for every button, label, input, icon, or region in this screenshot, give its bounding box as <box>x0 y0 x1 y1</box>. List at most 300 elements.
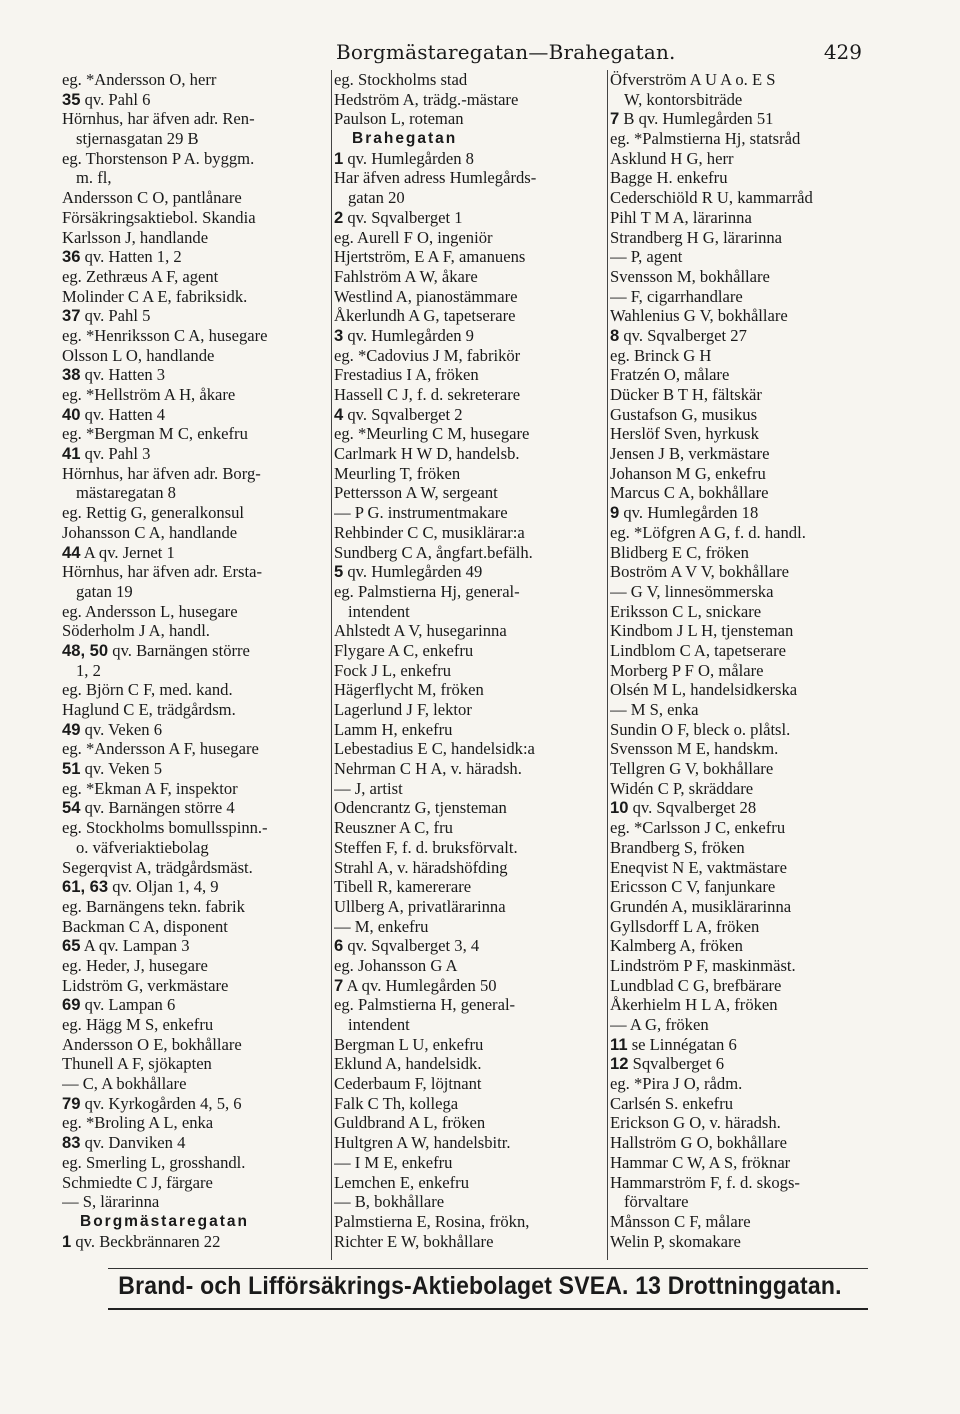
directory-entry <box>334 149 604 169</box>
entry-text: Ahlstedt A V, husegarinna <box>334 621 507 641</box>
directory-entry <box>62 168 328 188</box>
directory-entry <box>334 995 604 1015</box>
directory-entry <box>62 700 328 720</box>
entry-text: Hallström G O, bokhållare <box>610 1133 787 1153</box>
directory-entry <box>610 779 890 799</box>
directory-entry <box>334 1173 604 1193</box>
directory-entry <box>334 109 604 129</box>
entry-text: Asklund H G, herr <box>610 148 734 168</box>
entry-text: Pihl T M A, lärarinna <box>610 207 752 227</box>
entry-text: stjernasgatan 29 B <box>76 129 199 149</box>
entry-text: Ericsson C V, fanjunkare <box>610 877 776 897</box>
entry-text: Fahlström A W, åkare <box>334 266 478 286</box>
directory-entry <box>62 247 328 267</box>
entry-text: A qv. Humlegården 50 <box>343 975 497 995</box>
directory-entry <box>610 523 890 543</box>
entry-text: Sundin O F, bleck o. plåtsl. <box>610 719 791 739</box>
directory-entry <box>334 385 604 405</box>
directory-entry <box>334 838 604 858</box>
entry-text: Hammarström F, f. d. skogs- <box>610 1172 800 1192</box>
street-heading <box>62 1212 328 1232</box>
directory-entry <box>334 661 604 681</box>
directory-entry <box>334 543 604 563</box>
entry-text: qv. Hatten 3 <box>80 365 166 385</box>
house-number: 1 <box>334 148 344 168</box>
directory-entry <box>62 602 328 622</box>
entry-text: Wahlenius G V, bokhållare <box>610 306 788 326</box>
directory-entry <box>62 798 328 818</box>
entry-text: Cederschiöld R U, kammarråd <box>610 188 813 208</box>
directory-entry <box>62 838 328 858</box>
entry-text: Bagge H. enkefru <box>610 168 728 188</box>
running-head: Borgmästaregatan—Brahegatan. <box>336 40 676 64</box>
entry-text: gatan 19 <box>76 581 133 601</box>
entry-text: qv. Pahl 5 <box>80 306 151 326</box>
entry-text: eg. *Broling A L, enka <box>62 1113 214 1133</box>
directory-entry <box>610 1173 890 1193</box>
column-2 <box>334 70 604 1260</box>
directory-entry <box>610 424 890 444</box>
directory-entry <box>610 444 890 464</box>
entry-text: Lebestadius E C, handelsidk:a <box>334 739 535 759</box>
entry-text: Bergman L U, enkefru <box>334 1034 484 1054</box>
entry-text: eg. *Pira J O, rådm. <box>610 1074 743 1094</box>
entry-text: eg. Smerling L, grosshandl. <box>62 1152 246 1172</box>
directory-entry <box>610 464 890 484</box>
entry-text: Lundblad C G, brefbärare <box>610 975 782 995</box>
directory-entry <box>62 306 328 326</box>
house-number: 8 <box>610 325 620 345</box>
directory-entry <box>62 661 328 681</box>
directory-entry <box>62 523 328 543</box>
directory-entry <box>334 641 604 661</box>
entry-text: Fock J L, enkefru <box>334 660 452 680</box>
directory-entry <box>62 562 328 582</box>
directory-entry <box>334 858 604 878</box>
directory-entry <box>62 936 328 956</box>
directory-entry <box>610 641 890 661</box>
entry-text: Hultgren A W, handelsbitr. <box>334 1133 511 1153</box>
entry-text: eg. Stockholms bomullsspinn.- <box>62 818 268 838</box>
directory-entry <box>610 129 890 149</box>
directory-entry <box>62 1232 328 1252</box>
directory-entry <box>334 956 604 976</box>
entry-text: Fratzén O, målare <box>610 365 730 385</box>
entry-text: Lemchen E, enkefru <box>334 1172 469 1192</box>
entry-text: Pettersson A W, sergeant <box>334 483 498 503</box>
directory-entry <box>334 1015 604 1035</box>
directory-entry <box>62 365 328 385</box>
entry-text: Erickson G O, v. häradsh. <box>610 1113 781 1133</box>
entry-text: eg. Stockholms stad <box>334 70 468 89</box>
entry-text: Lindblom C A, tapetserare <box>610 640 787 660</box>
house-number: 10 <box>610 798 629 818</box>
house-number: 79 <box>62 1093 81 1113</box>
directory-entry <box>610 1133 890 1153</box>
footer-rule <box>108 1268 868 1269</box>
directory-entry <box>334 1212 604 1232</box>
entry-text: — S, lärarinna <box>62 1192 160 1212</box>
directory-entry <box>62 779 328 799</box>
entry-text: qv. Barnängen större <box>108 640 250 660</box>
directory-entry <box>62 1113 328 1133</box>
entry-text: Lindström P F, maskinmäst. <box>610 955 796 975</box>
entry-text: eg. *Palmstierna Hj, statsråd <box>610 129 801 149</box>
entry-text: qv. Danviken 4 <box>80 1133 186 1153</box>
house-number: 48, 50 <box>62 640 109 660</box>
entry-text: Johansson C A, handlande <box>62 522 238 542</box>
entry-text: förvaltare <box>624 1192 689 1212</box>
street-heading <box>334 129 604 149</box>
directory-entry <box>610 503 890 523</box>
house-number: 38 <box>62 365 81 385</box>
directory-entry <box>610 739 890 759</box>
entry-text: Falk C Th, kollega <box>334 1093 459 1113</box>
entry-text: Odencrantz G, tjensteman <box>334 798 507 818</box>
entry-text: Backman C A, disponent <box>62 916 228 936</box>
entry-text: — P G. instrumentmakare <box>334 503 508 523</box>
entry-text: qv. Sqvalberget 27 <box>619 325 747 345</box>
entry-text: qv. Beckbrännaren 22 <box>71 1231 221 1251</box>
directory-entry <box>62 1074 328 1094</box>
entry-text: Dücker B T H, fältskär <box>610 385 762 404</box>
house-number: 7 <box>610 109 620 129</box>
entry-text: A qv. Lampan 3 <box>80 936 190 956</box>
entry-text: qv. Sqvalberget 1 <box>343 207 463 227</box>
entry-text: Schmiedte C J, färgare <box>62 1172 213 1192</box>
entry-text: eg. *Meurling C M, husegare <box>334 424 530 444</box>
directory-entry <box>610 326 890 346</box>
page-header <box>0 40 960 70</box>
entry-text: eg. Andersson L, husegare <box>62 601 238 621</box>
directory-entry <box>610 1192 890 1212</box>
entry-text: eg. *Andersson A F, husegare <box>62 739 259 759</box>
directory-entry <box>62 405 328 425</box>
entry-text: eg. Thorstenson P A. byggm. <box>62 148 255 168</box>
entry-text: Hörnhus, har äfven adr. Ersta- <box>62 562 262 582</box>
directory-entry <box>610 976 890 996</box>
directory-entry <box>334 897 604 917</box>
entry-text: qv. Veken 5 <box>80 759 163 779</box>
entry-text: qv. Humlegården 8 <box>343 148 474 168</box>
house-number: 69 <box>62 995 81 1015</box>
directory-entry <box>62 1015 328 1035</box>
house-number: 65 <box>62 936 81 956</box>
directory-entry <box>334 523 604 543</box>
directory-entry <box>610 1113 890 1133</box>
directory-entry <box>334 267 604 287</box>
entry-text: — M, enkefru <box>334 916 429 936</box>
directory-entry <box>62 641 328 661</box>
directory-entry <box>610 346 890 366</box>
entry-text: eg. *Cadovius J M, fabrikör <box>334 345 521 365</box>
directory-entry <box>610 995 890 1015</box>
entry-text: Olsén M L, handelsidkerska <box>610 680 798 700</box>
entry-text: qv. Kyrkogården 4, 5, 6 <box>80 1093 242 1113</box>
entry-text: Andersson C O, pantlånare <box>62 188 242 208</box>
entry-text: Herslöf Sven, hyrkusk <box>610 424 759 444</box>
entry-text: Svensson M E, handskm. <box>610 739 779 759</box>
directory-entry <box>334 779 604 799</box>
entry-text: A qv. Jernet 1 <box>80 542 175 562</box>
entry-text: Thunell A F, sjökapten <box>62 1054 212 1074</box>
entry-text: eg. Brinck G H <box>610 345 712 365</box>
directory-entry <box>334 405 604 425</box>
entry-text: Strahl A, v. häradshöfding <box>334 857 508 877</box>
directory-entry <box>334 287 604 307</box>
entry-text: eg. Aurell F O, ingeniör <box>334 227 493 247</box>
entry-text: Eneqvist N E, vaktmästare <box>610 857 787 877</box>
directory-entry <box>334 306 604 326</box>
entry-text: Söderholm J A, handl. <box>62 621 210 641</box>
entry-text: Welin P, skomakare <box>610 1231 741 1251</box>
directory-entry <box>62 109 328 129</box>
directory-entry <box>334 483 604 503</box>
directory-entry <box>610 149 890 169</box>
directory-entry <box>610 1094 890 1114</box>
entry-text: eg. Heder, J, husegare <box>62 955 208 975</box>
directory-entry <box>610 247 890 267</box>
directory-entry <box>334 464 604 484</box>
directory-entry <box>62 90 328 110</box>
directory-entry <box>62 228 328 248</box>
entry-text: eg. *Henriksson C A, husegare <box>62 325 268 345</box>
entry-text: intendent <box>348 1015 410 1034</box>
entry-text: Andersson O E, bokhållare <box>62 1034 242 1054</box>
directory-entry <box>334 818 604 838</box>
house-number: 49 <box>62 719 81 739</box>
directory-entry <box>62 129 328 149</box>
entry-text: — P, agent <box>610 247 683 267</box>
directory-entry <box>62 976 328 996</box>
entry-text: Richter E W, bokhållare <box>334 1231 494 1251</box>
entry-text: eg. *Hellström A H, åkare <box>62 385 236 404</box>
entry-text: eg. Rettig G, generalkonsul <box>62 503 245 523</box>
directory-entry <box>334 1074 604 1094</box>
directory-entry <box>334 562 604 582</box>
directory-entry <box>610 759 890 779</box>
entry-text: Lagerlund J F, lektor <box>334 700 472 719</box>
entry-text: B qv. Humlegården 51 <box>619 109 774 129</box>
entry-text: Flygare A C, enkefru <box>334 640 474 660</box>
directory-entry <box>62 680 328 700</box>
directory-entry <box>334 1232 604 1252</box>
directory-entry <box>334 877 604 897</box>
directory-entry <box>610 582 890 602</box>
entry-text: qv. Humlegården 18 <box>619 503 759 523</box>
house-number: 44 <box>62 542 81 562</box>
directory-entry <box>62 444 328 464</box>
column-3 <box>610 70 890 1260</box>
entry-text: eg. Johansson G A <box>334 955 458 975</box>
directory-entry <box>62 1035 328 1055</box>
directory-entry <box>610 700 890 720</box>
directory-entry <box>610 917 890 937</box>
entry-text: Nehrman C H A, v. häradsh. <box>334 759 522 779</box>
entry-text: Svensson M, bokhållare <box>610 266 770 286</box>
entry-text: qv. Humlegården 49 <box>343 562 483 582</box>
directory-entry <box>334 976 604 996</box>
directory-entry <box>334 1113 604 1133</box>
house-number: 54 <box>62 798 81 818</box>
directory-entry <box>62 424 328 444</box>
entry-text: 1, 2 <box>76 660 101 680</box>
directory-entry <box>62 543 328 563</box>
entry-text: Cederbaum F, löjtnant <box>334 1074 482 1094</box>
directory-entry <box>610 936 890 956</box>
house-number: 41 <box>62 444 81 464</box>
entry-text: Strandberg H G, lärarinna <box>610 227 783 247</box>
entry-text: Olsson L O, handlande <box>62 345 215 365</box>
entry-text: qv. Pahl 3 <box>80 444 151 464</box>
entry-text: W, kontorsbiträde <box>624 89 743 109</box>
entry-text: Tibell R, kamererare <box>334 877 472 897</box>
entry-text: — G V, linnesömmerska <box>610 581 774 601</box>
directory-entry <box>334 936 604 956</box>
directory-entry <box>62 739 328 759</box>
house-number: 11 <box>610 1034 628 1054</box>
directory-entry <box>334 188 604 208</box>
directory-entry <box>334 1054 604 1074</box>
directory-entry <box>62 720 328 740</box>
directory-entry <box>610 621 890 641</box>
directory-entry <box>62 1192 328 1212</box>
directory-entry <box>610 1153 890 1173</box>
directory-entry <box>334 70 604 90</box>
directory-entry <box>334 228 604 248</box>
column-1 <box>62 70 328 1260</box>
directory-entry <box>610 365 890 385</box>
directory-entry <box>62 188 328 208</box>
entry-text: Haglund C E, trädgårdsm. <box>62 700 236 719</box>
entry-text: Hägerflycht M, fröken <box>334 680 484 700</box>
house-number: 3 <box>334 325 344 345</box>
entry-text: Hörnhus, har äfven adr. Ren- <box>62 109 255 129</box>
entry-text: Karlsson J, handlande <box>62 227 209 247</box>
house-number: 40 <box>62 404 81 424</box>
entry-text: Guldbrand A L, fröken <box>334 1113 486 1133</box>
entry-text: Segerqvist A, trädgårdsmäst. <box>62 857 253 877</box>
entry-text: gatan 20 <box>348 188 405 208</box>
entry-text: — M S, enka <box>610 700 699 719</box>
entry-text: Frestadius I A, fröken <box>334 365 479 385</box>
entry-text: Eriksson C L, snickare <box>610 601 762 621</box>
entry-text: eg. Palmstierna Hj, general- <box>334 581 520 601</box>
directory-entry <box>610 188 890 208</box>
directory-entry <box>610 798 890 818</box>
entry-text: Morberg P F O, målare <box>610 660 764 680</box>
directory-entry <box>610 168 890 188</box>
entry-text: Hörnhus, har äfven adr. Borg- <box>62 463 261 483</box>
directory-entry <box>610 897 890 917</box>
entry-text: Molinder C A E, fabriksidk. <box>62 286 248 306</box>
entry-text: Brahegatan <box>352 130 458 148</box>
entry-text: Brandberg S, fröken <box>610 837 745 857</box>
directory-entry <box>610 1015 890 1035</box>
directory-entry <box>62 503 328 523</box>
directory-entry <box>334 168 604 188</box>
entry-text: intendent <box>348 601 410 621</box>
entry-text: — B, bokhållare <box>334 1192 445 1212</box>
directory-entry <box>610 483 890 503</box>
entry-text: eg. Barnängens tekn. fabrik <box>62 896 245 916</box>
entry-text: Widén C P, skräddare <box>610 778 754 798</box>
directory-entry <box>610 267 890 287</box>
directory-entry <box>334 1192 604 1212</box>
directory-entry <box>62 917 328 937</box>
directory-entry <box>334 346 604 366</box>
entry-text: Blidberg E C, fröken <box>610 542 749 562</box>
entry-text: Åkerlundh A G, tapetserare <box>334 306 516 326</box>
entry-text: Carlmark H W D, handelsb. <box>334 444 520 464</box>
entry-text: Grundén A, musiklärarinna <box>610 896 792 916</box>
directory-entry <box>62 1094 328 1114</box>
entry-text: qv. Oljan 1, 4, 9 <box>108 877 219 897</box>
directory-entry <box>62 1153 328 1173</box>
entry-text: eg. *Löfgren A G, f. d. handl. <box>610 522 806 542</box>
directory-entry <box>62 1054 328 1074</box>
house-number: 37 <box>62 306 81 326</box>
directory-entry <box>610 1074 890 1094</box>
house-number: 6 <box>334 936 344 956</box>
directory-entry <box>62 956 328 976</box>
entry-text: Rehbinder C C, musiklärar:a <box>334 522 525 542</box>
entry-text: Hassell C J, f. d. sekreterare <box>334 385 521 404</box>
entry-text: Paulson L, roteman <box>334 109 464 129</box>
directory-entry <box>62 208 328 228</box>
entry-text: m. fl, <box>76 168 112 188</box>
entry-text: Har äfven adress Humlegårds- <box>334 168 537 188</box>
directory-entry <box>610 287 890 307</box>
entry-text: eg. *Ekman A F, inspektor <box>62 778 238 798</box>
entry-text: Lamm H, enkefru <box>334 719 453 739</box>
directory-entry <box>610 90 890 110</box>
directory-entry <box>610 680 890 700</box>
entry-text: eg. *Carlsson J C, enkefru <box>610 818 786 838</box>
entry-text: Reuszner A C, fru <box>334 818 453 838</box>
directory-columns <box>62 70 892 1260</box>
entry-text: Öfverström A U A o. E S <box>610 70 776 89</box>
directory-entry <box>610 720 890 740</box>
entry-text: Meurling T, fröken <box>334 463 461 483</box>
directory-entry <box>334 602 604 622</box>
directory-entry <box>610 838 890 858</box>
entry-text: eg. *Bergman M C, enkefru <box>62 424 248 444</box>
directory-entry <box>334 680 604 700</box>
directory-entry <box>334 208 604 228</box>
directory-entry <box>610 858 890 878</box>
directory-entry <box>334 503 604 523</box>
directory-entry <box>334 798 604 818</box>
entry-text: Ullberg A, privatlärarinna <box>334 896 506 916</box>
entry-text: Åkerhielm H L A, fröken <box>610 995 778 1015</box>
entry-text: qv. Barnängen större 4 <box>80 798 235 818</box>
directory-entry <box>334 917 604 937</box>
directory-entry <box>62 326 328 346</box>
directory-entry <box>62 287 328 307</box>
directory-entry <box>62 582 328 602</box>
entry-text: Jensen J B, verkmästare <box>610 444 770 464</box>
entry-text: qv. Hatten 1, 2 <box>80 247 182 267</box>
entry-text: qv. Hatten 4 <box>80 404 166 424</box>
directory-entry <box>334 739 604 759</box>
directory-entry <box>610 543 890 563</box>
directory-entry <box>610 70 890 90</box>
house-number: 83 <box>62 1133 81 1153</box>
directory-entry <box>334 1153 604 1173</box>
house-number: 51 <box>62 759 81 779</box>
directory-entry <box>334 326 604 346</box>
